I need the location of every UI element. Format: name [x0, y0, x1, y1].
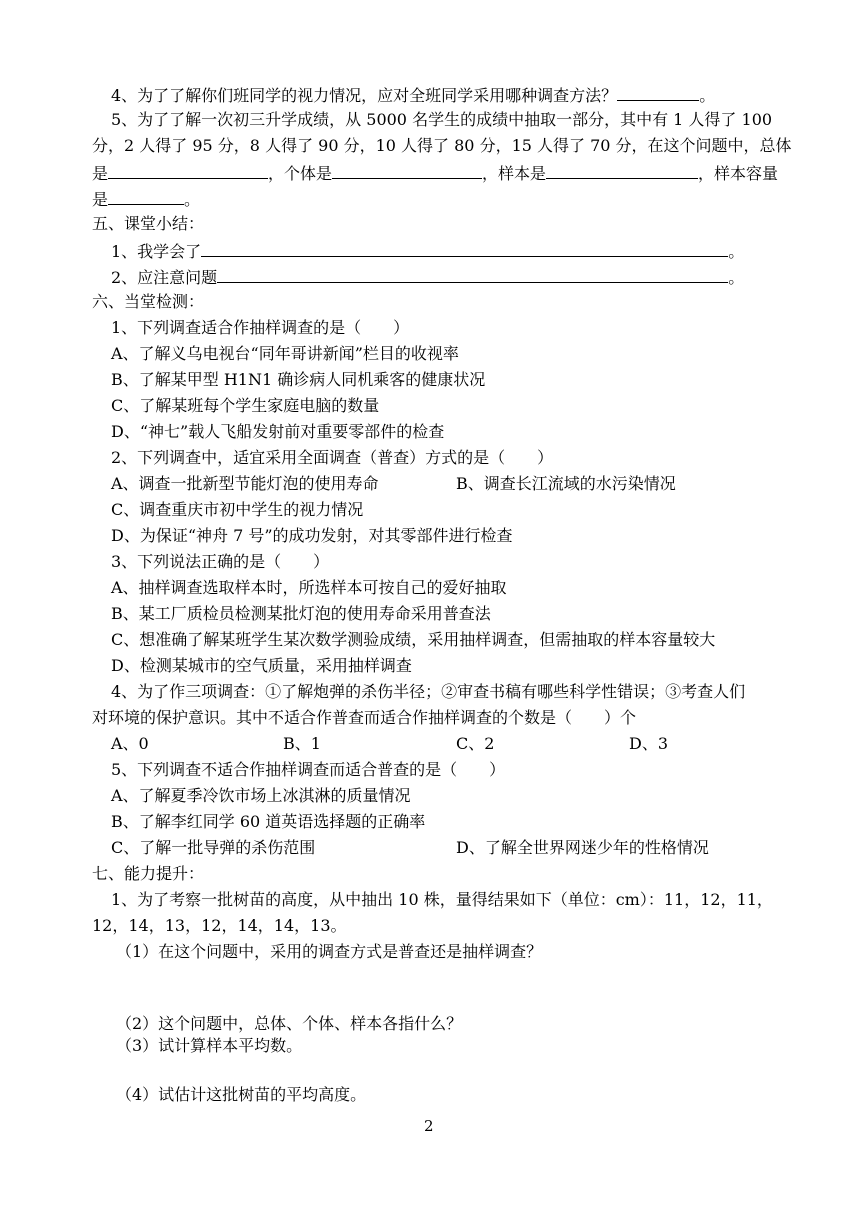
s6-q1-option-b[interactable]: B、了解某甲型 H1N1 确诊病人同机乘客的健康状况 [111, 370, 486, 389]
s6-q2-option-b[interactable]: B、调查长江流域的水污染情况 [456, 474, 676, 493]
s7-part1: （1）在这个问题中，采用的调查方式是普查还是抽样调查？ [116, 942, 543, 961]
sample-size-blank[interactable] [108, 188, 184, 205]
s6-q1-stem: 1、下列调查适合作抽样调查的是（ ） [111, 318, 410, 337]
s7-q1-line1: 1、为了考察一批树苗的高度，从中抽出 10 株，量得结果如下（单位：cm）：11，12，11， [111, 890, 773, 909]
s6-q3-stem: 3、下列说法正确的是（ ） [111, 552, 330, 571]
s6-q5-stem: 5、下列调查不适合作抽样调查而适合普查的是（ ） [111, 760, 506, 779]
q4-answer-blank[interactable] [617, 84, 699, 101]
section6-title: 六、当堂检测： [92, 292, 205, 311]
individual-blank[interactable] [332, 162, 482, 179]
s6-q1-option-a[interactable]: A、了解义乌电视台“同年哥讲新闻”栏目的收视率 [111, 344, 459, 363]
s6-q3-option-d[interactable]: D、检测某城市的空气质量，采用抽样调查 [111, 656, 412, 675]
s7-part4: （4）试估计这批树苗的平均高度。 [116, 1085, 367, 1104]
s6-q5-option-a[interactable]: A、了解夏季冷饮市场上冰淇淋的质量情况 [111, 786, 411, 805]
s6-q1-option-c[interactable]: C、了解某班每个学生家庭电脑的数量 [111, 396, 380, 415]
q5-line4: 是 。 [92, 190, 201, 209]
s6-q4-stem-line2: 对环境的保护意识。其中不适合作普查而适合作抽样调查的个数是（ ）个 [92, 708, 637, 727]
section5-title: 五、课堂小结： [92, 214, 205, 233]
section7-title: 七、能力提升： [92, 864, 205, 883]
s6-q4-option-a[interactable]: A、0 [111, 734, 149, 753]
s7-q1-line2: 12，14，13，12，14，14，13。 [92, 916, 347, 935]
s6-q3-option-c[interactable]: C、想准确了解某班学生某次数学测验成绩，采用抽样调查，但需抽取的样本容量较大 [111, 630, 716, 649]
s6-q2-option-c[interactable]: C、调查重庆市初中学生的视力情况 [111, 500, 364, 519]
summary-attention: 2、应注意问题 。 [111, 268, 745, 287]
s6-q5-option-d[interactable]: D、了解全世界网迷少年的性格情况 [456, 838, 709, 857]
s6-q2-stem: 2、下列调查中，适宜采用全面调查（普查）方式的是（ ） [111, 448, 554, 467]
q4-end: 。 [699, 86, 716, 105]
s7-part3: （3）试计算样本平均数。 [116, 1036, 303, 1055]
q5-line1: 5、为了了解一次初三升学成绩，从 5000 名学生的成绩中抽取一部分，其中有 1 人得了 100 [111, 110, 773, 129]
s6-q5-option-c[interactable]: C、了解一批导弹的杀伤范围 [111, 838, 316, 857]
s6-q3-option-a[interactable]: A、抽样调查选取样本时，所选样本可按自己的爱好抽取 [111, 578, 507, 597]
page-number: 2 [424, 1117, 434, 1135]
learned-blank[interactable] [201, 240, 728, 257]
s6-q4-stem-line1: 4、为了作三项调查：①了解炮弹的杀伤半径；②审查书稿有哪些科学性错误；③考查人们 [111, 682, 746, 701]
attention-blank[interactable] [217, 266, 728, 283]
s6-q4-option-d[interactable]: D、3 [629, 734, 669, 753]
q5-line2: 分，2 人得了 95 分，8 人得了 90 分，10 人得了 80 分，15 人得了 70 分，在这个问题中，总体 [92, 136, 792, 155]
q4-line [111, 84, 715, 104]
s6-q2-option-d[interactable]: D、为保证“神舟 7 号”的成功发射，对其零部件进行检查 [111, 526, 513, 545]
s6-q4-option-c[interactable]: C、2 [456, 734, 495, 753]
q5-line3: 是 ，个体是 ，样本是 ，样本容量 [92, 164, 779, 183]
sample-blank[interactable] [546, 162, 698, 179]
s6-q1-option-d[interactable]: D、“神七”载人飞船发射前对重要零部件的检查 [111, 422, 445, 441]
s6-q3-option-b[interactable]: B、某工厂质检员检测某批灯泡的使用寿命采用普查法 [111, 604, 491, 623]
population-blank[interactable] [108, 162, 268, 179]
s6-q4-option-b[interactable]: B、1 [283, 734, 321, 753]
s6-q2-option-a[interactable]: A、调查一批新型节能灯泡的使用寿命 [111, 474, 379, 493]
s7-part2: （2）这个问题中，总体、个体、样本各指什么？ [116, 1014, 463, 1033]
summary-learned: 1、我学会了 。 [111, 242, 745, 261]
q4-text: 4、为了了解你们班同学的视力情况，应对全班同学采用哪种调查方法？ [111, 86, 618, 105]
s6-q5-option-b[interactable]: B、了解李红同学 60 道英语选择题的正确率 [111, 812, 426, 831]
